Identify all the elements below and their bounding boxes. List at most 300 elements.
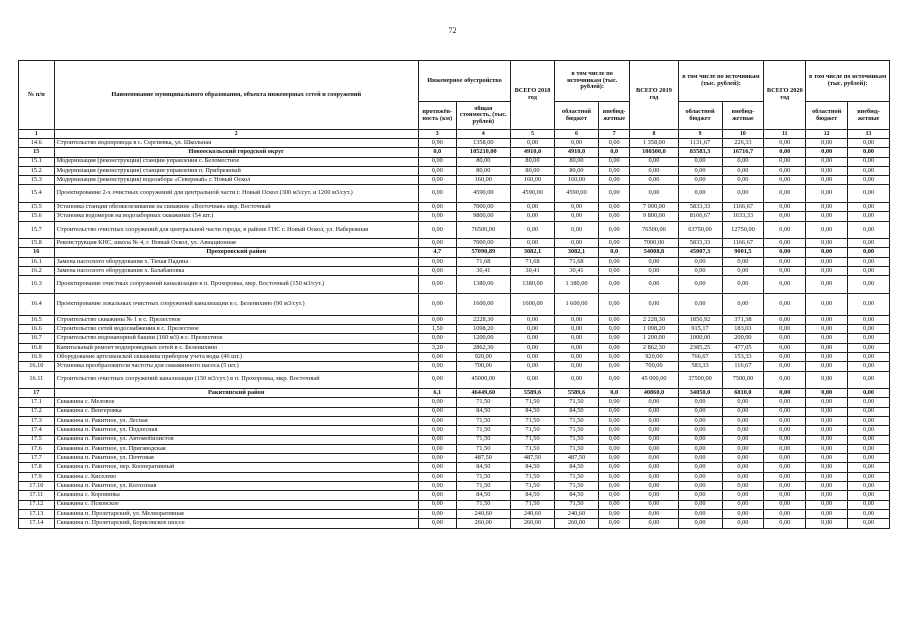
value-cell: 71,50 bbox=[555, 472, 599, 481]
column-number: 2 bbox=[54, 130, 418, 139]
value-cell: 920,00 bbox=[456, 352, 510, 361]
region-name: Ракитянский район bbox=[54, 389, 418, 398]
value-cell: 0,00 bbox=[764, 509, 806, 518]
value-cell: 0,0 bbox=[418, 148, 456, 157]
value-cell: 0,00 bbox=[848, 239, 890, 248]
col-header-length: протяжён-ность (км) bbox=[418, 102, 456, 130]
value-cell: 0,00 bbox=[848, 454, 890, 463]
row-index: 17.12 bbox=[19, 500, 55, 509]
value-cell: 0,00 bbox=[848, 139, 890, 148]
value-cell: 0,00 bbox=[806, 398, 848, 407]
value-cell: 0,00 bbox=[848, 352, 890, 361]
value-cell: 0,00 bbox=[848, 202, 890, 211]
value-cell: 0,00 bbox=[678, 454, 722, 463]
value-cell: 0,00 bbox=[511, 315, 555, 324]
value-cell: 0,00 bbox=[598, 239, 629, 248]
table-row bbox=[19, 185, 890, 203]
value-cell: 7000,00 bbox=[630, 239, 678, 248]
value-cell: 0,00 bbox=[764, 221, 806, 239]
value-cell: 240,60 bbox=[511, 509, 555, 518]
value-cell: 0,00 bbox=[848, 148, 890, 157]
value-cell: 0,00 bbox=[511, 343, 555, 352]
value-cell: 0,00 bbox=[764, 362, 806, 371]
value-cell: 0,00 bbox=[598, 139, 629, 148]
row-index: 16.9 bbox=[19, 352, 55, 361]
value-cell: 71,50 bbox=[511, 398, 555, 407]
value-cell: 0,00 bbox=[511, 362, 555, 371]
value-cell: 0,00 bbox=[848, 343, 890, 352]
value-cell: 0,00 bbox=[848, 426, 890, 435]
table-row bbox=[19, 444, 890, 453]
value-cell: 0,00 bbox=[806, 139, 848, 148]
value-cell: 226,33 bbox=[722, 139, 764, 148]
value-cell: 0,00 bbox=[418, 500, 456, 509]
value-cell: 2228,30 bbox=[456, 315, 510, 324]
value-cell: 0,00 bbox=[764, 407, 806, 416]
value-cell: 7500,00 bbox=[722, 371, 764, 389]
value-cell: 0,00 bbox=[806, 472, 848, 481]
value-cell: 0,00 bbox=[764, 315, 806, 324]
value-cell: 0,00 bbox=[722, 519, 764, 528]
value-cell: 0,00 bbox=[598, 519, 629, 528]
value-cell: 0,00 bbox=[764, 276, 806, 294]
value-cell: 71,50 bbox=[456, 426, 510, 435]
row-index: 16.1 bbox=[19, 257, 55, 266]
value-cell: 0,00 bbox=[848, 371, 890, 389]
value-cell: 0,00 bbox=[764, 266, 806, 275]
col-header-idx: № п/п bbox=[19, 61, 55, 130]
value-cell: 0,00 bbox=[764, 398, 806, 407]
value-cell: 0,00 bbox=[848, 444, 890, 453]
row-index: 14.6 bbox=[19, 139, 55, 148]
object-name: Скважина с. Псковское bbox=[54, 500, 418, 509]
value-cell: 0,00 bbox=[848, 248, 890, 257]
col-header-total-2019: ВСЕГО 2019 год bbox=[630, 61, 678, 130]
table-row bbox=[19, 426, 890, 435]
value-cell: 0,00 bbox=[806, 482, 848, 491]
value-cell: 0,0 bbox=[598, 248, 629, 257]
table-row bbox=[19, 463, 890, 472]
value-cell: 3082,1 bbox=[555, 248, 599, 257]
value-cell: 0,00 bbox=[722, 276, 764, 294]
table-row bbox=[19, 343, 890, 352]
value-cell: 0,00 bbox=[418, 426, 456, 435]
value-cell: 0,00 bbox=[722, 407, 764, 416]
object-name: Проектирование 2-х очистных сооружений для центральной части г. Новый Оскол (300 м3/сут. и 1200 м3/сут.) bbox=[54, 185, 418, 203]
value-cell: 0,00 bbox=[511, 239, 555, 248]
value-cell: 0,00 bbox=[678, 176, 722, 185]
row-index: 15 bbox=[19, 148, 55, 157]
row-index: 17.13 bbox=[19, 509, 55, 518]
value-cell: 0,00 bbox=[678, 435, 722, 444]
value-cell: 1166,67 bbox=[722, 239, 764, 248]
col-header-regional-2018: областной бюджет bbox=[555, 102, 599, 130]
value-cell: 34050,0 bbox=[678, 389, 722, 398]
row-index: 16.11 bbox=[19, 371, 55, 389]
value-cell: 0,00 bbox=[848, 257, 890, 266]
value-cell: 153,33 bbox=[722, 352, 764, 361]
object-name: Капитальный ремонт водопроводных сетей в с. Беленихино bbox=[54, 343, 418, 352]
value-cell: 0,00 bbox=[598, 221, 629, 239]
object-name: Модернизация (реконструкция) водозабора «Северный» г. Новый Оскол bbox=[54, 176, 418, 185]
value-cell: 0,00 bbox=[678, 185, 722, 203]
value-cell: 0,00 bbox=[678, 266, 722, 275]
value-cell: 0,00 bbox=[598, 482, 629, 491]
value-cell: 71,50 bbox=[456, 435, 510, 444]
value-cell: 0,00 bbox=[418, 185, 456, 203]
object-name: Скважина п. Пролетарский, ул. Мелиоративная bbox=[54, 509, 418, 518]
row-index: 16 bbox=[19, 248, 55, 257]
value-cell: 0,00 bbox=[806, 157, 848, 166]
value-cell: 71,50 bbox=[456, 444, 510, 453]
table-row bbox=[19, 482, 890, 491]
value-cell: 0,00 bbox=[848, 166, 890, 175]
value-cell: 0,00 bbox=[806, 491, 848, 500]
value-cell: 0,00 bbox=[511, 139, 555, 148]
value-cell: 583,33 bbox=[678, 362, 722, 371]
value-cell: 2 862,30 bbox=[630, 343, 678, 352]
value-cell: 0,00 bbox=[678, 166, 722, 175]
column-number: 8 bbox=[630, 130, 678, 139]
value-cell: 71,50 bbox=[555, 444, 599, 453]
value-cell: 4590,00 bbox=[456, 185, 510, 203]
value-cell: 0,00 bbox=[848, 407, 890, 416]
value-cell: 71,50 bbox=[555, 500, 599, 509]
table-row bbox=[19, 398, 890, 407]
value-cell: 4590,00 bbox=[511, 185, 555, 203]
value-cell: 0,00 bbox=[598, 491, 629, 500]
value-cell: 80,00 bbox=[456, 157, 510, 166]
value-cell: 71,68 bbox=[456, 257, 510, 266]
value-cell: 0,00 bbox=[764, 454, 806, 463]
table-row bbox=[19, 221, 890, 239]
value-cell: 0,00 bbox=[806, 148, 848, 157]
value-cell: 0,00 bbox=[418, 416, 456, 425]
object-name: Строительство водонапорной башни (160 м3) в с. Прелестное bbox=[54, 334, 418, 343]
value-cell: 40860,0 bbox=[630, 389, 678, 398]
value-cell: 0,00 bbox=[555, 212, 599, 221]
value-cell: 0,00 bbox=[598, 343, 629, 352]
value-cell: 0,00 bbox=[678, 257, 722, 266]
col-header-engineering: Инженерное обустройство bbox=[418, 61, 510, 102]
value-cell: 116,67 bbox=[722, 362, 764, 371]
value-cell: 45 000,00 bbox=[630, 371, 678, 389]
value-cell: 0,00 bbox=[418, 315, 456, 324]
value-cell: 0,00 bbox=[806, 454, 848, 463]
value-cell: 0,00 bbox=[418, 276, 456, 294]
col-header-total-2020: ВСЕГО 2020 год bbox=[764, 61, 806, 130]
value-cell: 0,00 bbox=[598, 371, 629, 389]
value-cell: 0,00 bbox=[678, 482, 722, 491]
table-row bbox=[19, 257, 890, 266]
table-row bbox=[19, 166, 890, 175]
value-cell: 0,00 bbox=[630, 491, 678, 500]
object-name: Установка преобразователя частоты для скважинного насоса (5 шт.) bbox=[54, 362, 418, 371]
col-header-extrabudget-2018: внебюд-жетные bbox=[598, 102, 629, 130]
object-name: Строительство очистных сооружений для центральной части города, в районе ГНС г. Новый Оскол, ул. Набережная bbox=[54, 221, 418, 239]
table-row bbox=[19, 139, 890, 148]
value-cell: 0,00 bbox=[722, 416, 764, 425]
value-cell: 45000,00 bbox=[456, 371, 510, 389]
value-cell: 0,00 bbox=[806, 519, 848, 528]
object-name: Реконструкция КНС, школа № 4, г. Новый Оскол, ул. Авиационная bbox=[54, 239, 418, 248]
value-cell: 0,00 bbox=[764, 239, 806, 248]
value-cell: 0,00 bbox=[764, 139, 806, 148]
table-row bbox=[19, 362, 890, 371]
value-cell: 0,00 bbox=[764, 444, 806, 453]
value-cell: 0,00 bbox=[598, 334, 629, 343]
value-cell: 0,00 bbox=[418, 293, 456, 315]
value-cell: 30,41 bbox=[511, 266, 555, 275]
value-cell: 0,00 bbox=[678, 472, 722, 481]
value-cell: 1 098,20 bbox=[630, 325, 678, 334]
value-cell: 80,00 bbox=[555, 166, 599, 175]
value-cell: 100300,0 bbox=[630, 148, 678, 157]
value-cell: 0,00 bbox=[678, 416, 722, 425]
value-cell: 0,00 bbox=[418, 166, 456, 175]
value-cell: 45007,3 bbox=[678, 248, 722, 257]
value-cell: 0,00 bbox=[630, 435, 678, 444]
value-cell: 183,03 bbox=[722, 325, 764, 334]
value-cell: 0,00 bbox=[418, 266, 456, 275]
row-index: 17.10 bbox=[19, 482, 55, 491]
value-cell: 71,50 bbox=[456, 398, 510, 407]
value-cell: 0,00 bbox=[848, 212, 890, 221]
value-cell: 1 600,00 bbox=[555, 293, 599, 315]
row-index: 16.5 bbox=[19, 315, 55, 324]
value-cell: 0,00 bbox=[806, 221, 848, 239]
object-name: Скважина п. Ракитное, ул. Лесная bbox=[54, 416, 418, 425]
value-cell: 0,00 bbox=[555, 315, 599, 324]
value-cell: 0,00 bbox=[764, 157, 806, 166]
value-cell: 0,00 bbox=[848, 266, 890, 275]
value-cell: 0,00 bbox=[630, 266, 678, 275]
object-name: Оборудование артезианской скважины прибором учета воды (46 шт.) bbox=[54, 352, 418, 361]
value-cell: 0,00 bbox=[418, 371, 456, 389]
value-cell: 0,00 bbox=[418, 519, 456, 528]
value-cell: 84,50 bbox=[555, 407, 599, 416]
value-cell: 71,50 bbox=[511, 444, 555, 453]
value-cell: 700,00 bbox=[456, 362, 510, 371]
row-index: 16.3 bbox=[19, 276, 55, 294]
value-cell: 71,50 bbox=[511, 416, 555, 425]
value-cell: 71,50 bbox=[511, 435, 555, 444]
value-cell: 84,50 bbox=[511, 491, 555, 500]
value-cell: 0,00 bbox=[418, 491, 456, 500]
value-cell: 0,00 bbox=[555, 139, 599, 148]
object-name: Строительство сетей водоснабжения в с. Прелестное bbox=[54, 325, 418, 334]
value-cell: 0,00 bbox=[418, 221, 456, 239]
object-name: Модернизация (реконструкция) станции управления с. Беломестное bbox=[54, 157, 418, 166]
value-cell: 0,00 bbox=[630, 463, 678, 472]
value-cell: 0,00 bbox=[418, 472, 456, 481]
value-cell: 0,00 bbox=[418, 176, 456, 185]
value-cell: 1380,00 bbox=[456, 276, 510, 294]
object-name: Установка станции обезжелезивания на скважине «Восточная» мкр. Восточный bbox=[54, 202, 418, 211]
value-cell: 0,00 bbox=[764, 416, 806, 425]
value-cell: 0,00 bbox=[722, 257, 764, 266]
row-index: 15.8 bbox=[19, 239, 55, 248]
value-cell: 0,00 bbox=[678, 444, 722, 453]
value-cell: 0,00 bbox=[764, 389, 806, 398]
row-index: 15.3 bbox=[19, 176, 55, 185]
value-cell: 0,00 bbox=[764, 371, 806, 389]
value-cell: 0,00 bbox=[555, 362, 599, 371]
row-index: 17.9 bbox=[19, 472, 55, 481]
value-cell: 0,00 bbox=[678, 463, 722, 472]
value-cell: 0,00 bbox=[806, 166, 848, 175]
row-index: 16.8 bbox=[19, 343, 55, 352]
value-cell: 84,50 bbox=[555, 463, 599, 472]
row-index: 17.8 bbox=[19, 463, 55, 472]
value-cell: 260,00 bbox=[555, 519, 599, 528]
column-number: 11 bbox=[764, 130, 806, 139]
value-cell: 920,00 bbox=[630, 352, 678, 361]
page-number: 72 bbox=[448, 26, 457, 35]
value-cell: 0,00 bbox=[848, 185, 890, 203]
object-name: Скважина п. Ракитное, ул. Автомобилистов bbox=[54, 435, 418, 444]
col-header-extrabudget-2020: внебюд-жетные bbox=[848, 102, 890, 130]
value-cell: 1200,00 bbox=[456, 334, 510, 343]
value-cell: 0,00 bbox=[630, 157, 678, 166]
table-row bbox=[19, 491, 890, 500]
value-cell: 80,00 bbox=[511, 157, 555, 166]
value-cell: 160,00 bbox=[511, 176, 555, 185]
column-number: 1 bbox=[19, 130, 55, 139]
value-cell: 0,00 bbox=[630, 166, 678, 175]
value-cell: 0,00 bbox=[598, 212, 629, 221]
value-cell: 0,00 bbox=[848, 500, 890, 509]
column-number: 10 bbox=[722, 130, 764, 139]
object-name: Замена насосного оборудования х. Тихая Падина bbox=[54, 257, 418, 266]
value-cell: 487,50 bbox=[456, 454, 510, 463]
table-row bbox=[19, 334, 890, 343]
value-cell: 0,0 bbox=[598, 389, 629, 398]
value-cell: 0,00 bbox=[764, 519, 806, 528]
column-number: 13 bbox=[848, 130, 890, 139]
column-number-row bbox=[19, 130, 890, 139]
value-cell: 0,00 bbox=[764, 202, 806, 211]
value-cell: 0,00 bbox=[806, 352, 848, 361]
value-cell: 46449,60 bbox=[456, 389, 510, 398]
value-cell: 0,00 bbox=[678, 426, 722, 435]
value-cell: 0,00 bbox=[678, 157, 722, 166]
value-cell: 4910,0 bbox=[511, 148, 555, 157]
value-cell: 0,00 bbox=[555, 352, 599, 361]
value-cell: 0,00 bbox=[722, 166, 764, 175]
object-name: Строительство скважины № 1 в с. Прелестное bbox=[54, 315, 418, 324]
value-cell: 0,00 bbox=[598, 435, 629, 444]
value-cell: 0,00 bbox=[764, 500, 806, 509]
value-cell: 0,00 bbox=[630, 185, 678, 203]
value-cell: 71,68 bbox=[555, 257, 599, 266]
value-cell: 0,00 bbox=[418, 212, 456, 221]
value-cell: 7 000,00 bbox=[630, 202, 678, 211]
value-cell: 0,00 bbox=[598, 293, 629, 315]
value-cell: 0,00 bbox=[511, 212, 555, 221]
value-cell: 0,00 bbox=[764, 491, 806, 500]
value-cell: 4910,0 bbox=[555, 148, 599, 157]
value-cell: 71,50 bbox=[555, 426, 599, 435]
value-cell: 84,50 bbox=[456, 463, 510, 472]
value-cell: 0,00 bbox=[764, 463, 806, 472]
value-cell: 63750,00 bbox=[678, 221, 722, 239]
object-name: Скважина п. Ракитное, ул. Колхозная bbox=[54, 482, 418, 491]
table-row bbox=[19, 472, 890, 481]
value-cell: 0,00 bbox=[511, 334, 555, 343]
value-cell: 0,00 bbox=[848, 293, 890, 315]
value-cell: 0,00 bbox=[806, 435, 848, 444]
value-cell: 4,7 bbox=[418, 248, 456, 257]
value-cell: 84,50 bbox=[555, 491, 599, 500]
value-cell: 0,00 bbox=[806, 212, 848, 221]
column-number: 9 bbox=[678, 130, 722, 139]
value-cell: 0,00 bbox=[806, 276, 848, 294]
value-cell: 0,00 bbox=[764, 435, 806, 444]
value-cell: 0,00 bbox=[630, 472, 678, 481]
value-cell: 80,00 bbox=[555, 157, 599, 166]
table-row bbox=[19, 509, 890, 518]
value-cell: 0,00 bbox=[764, 212, 806, 221]
value-cell: 0,00 bbox=[764, 472, 806, 481]
value-cell: 0,00 bbox=[598, 426, 629, 435]
column-number: 7 bbox=[598, 130, 629, 139]
value-cell: 0,00 bbox=[722, 454, 764, 463]
value-cell: 700,00 bbox=[630, 362, 678, 371]
value-cell: 0,00 bbox=[848, 519, 890, 528]
value-cell: 3,20 bbox=[418, 343, 456, 352]
value-cell: 0,00 bbox=[511, 371, 555, 389]
value-cell: 0,00 bbox=[598, 266, 629, 275]
value-cell: 0,00 bbox=[848, 325, 890, 334]
value-cell: 0,00 bbox=[848, 276, 890, 294]
value-cell: 71,50 bbox=[456, 472, 510, 481]
region-row bbox=[19, 248, 890, 257]
table-row bbox=[19, 276, 890, 294]
value-cell: 0,00 bbox=[598, 315, 629, 324]
value-cell: 5589,6 bbox=[511, 389, 555, 398]
col-header-regional-2019: областной бюджет bbox=[678, 102, 722, 130]
value-cell: 0,00 bbox=[598, 407, 629, 416]
row-index: 16.7 bbox=[19, 334, 55, 343]
value-cell: 0,90 bbox=[418, 139, 456, 148]
value-cell: 0,00 bbox=[418, 407, 456, 416]
row-index: 17.3 bbox=[19, 416, 55, 425]
value-cell: 1600,00 bbox=[511, 293, 555, 315]
value-cell: 6,1 bbox=[418, 389, 456, 398]
value-cell: 37500,00 bbox=[678, 371, 722, 389]
value-cell: 0,00 bbox=[555, 325, 599, 334]
row-index: 17.5 bbox=[19, 435, 55, 444]
column-number: 4 bbox=[456, 130, 510, 139]
value-cell: 0,00 bbox=[806, 185, 848, 203]
value-cell: 0,0 bbox=[598, 148, 629, 157]
value-cell: 71,50 bbox=[456, 500, 510, 509]
column-number: 6 bbox=[555, 130, 599, 139]
value-cell: 1633,33 bbox=[722, 212, 764, 221]
value-cell: 487,50 bbox=[511, 454, 555, 463]
value-cell: 0,00 bbox=[806, 334, 848, 343]
value-cell: 1 358,00 bbox=[630, 139, 678, 148]
value-cell: 0,00 bbox=[630, 444, 678, 453]
value-cell: 477,05 bbox=[722, 343, 764, 352]
value-cell: 0,00 bbox=[722, 435, 764, 444]
table-row bbox=[19, 371, 890, 389]
value-cell: 71,50 bbox=[555, 482, 599, 491]
value-cell: 0,00 bbox=[806, 176, 848, 185]
value-cell: 80,00 bbox=[511, 166, 555, 175]
value-cell: 766,67 bbox=[678, 352, 722, 361]
